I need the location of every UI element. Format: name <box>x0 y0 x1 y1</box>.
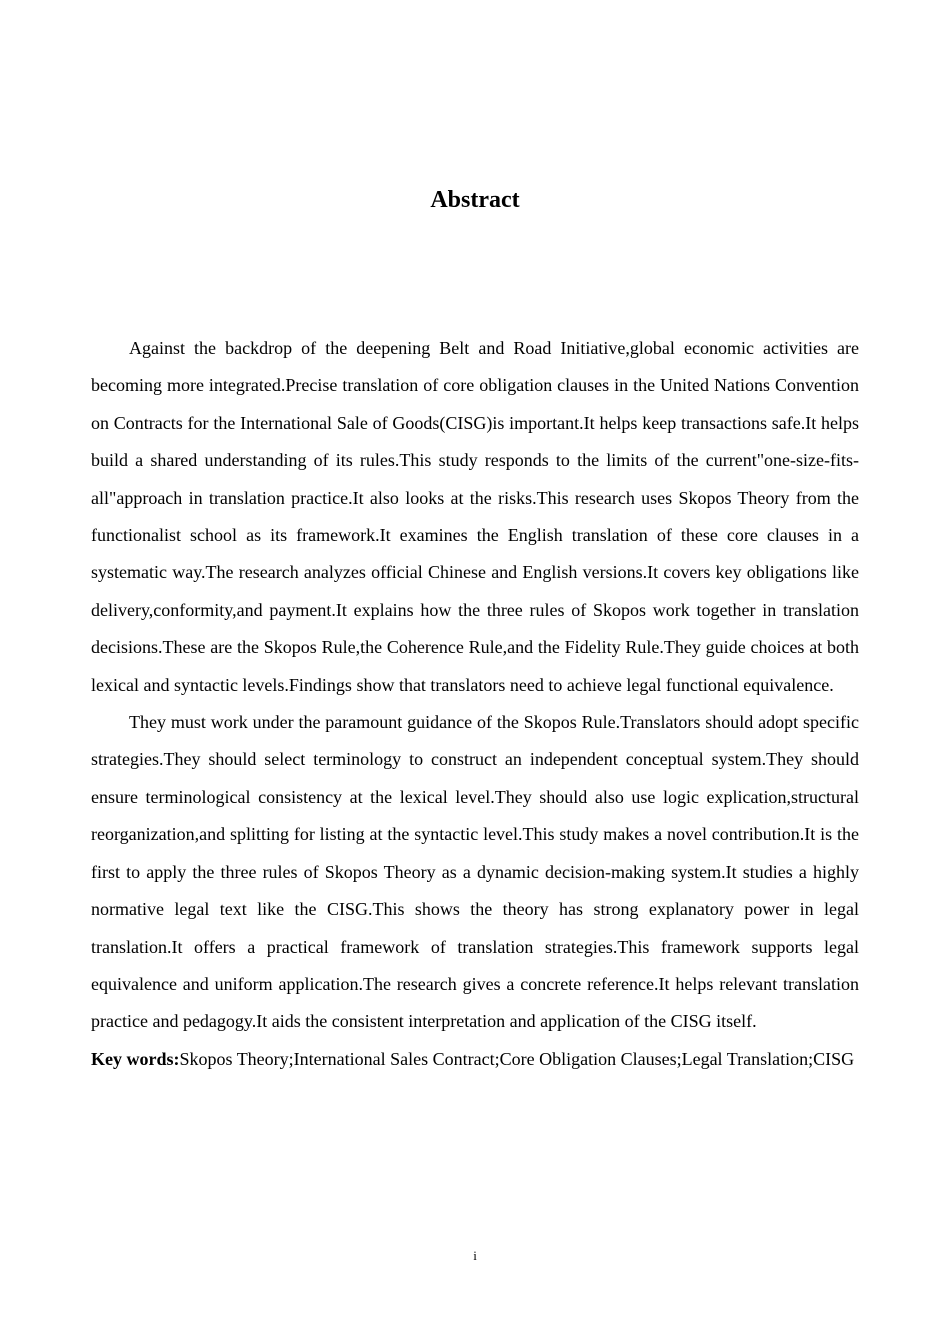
keywords-label: Key words: <box>91 1048 180 1069</box>
abstract-paragraph-1: Against the backdrop of the deepening Belt and Road Initiative,global economic activities are becoming more integrated.Precise translation of core obligation clauses in the United Nations Convention on Contracts for the International Sale of Goods(CISG)is important.It helps keep transactions safe.It helps build a shared understanding of its rules.This study responds to the limits of the current"one-size-fits-all"approach in translation practice.It also looks at the risks.This research uses Skopos Theory from the functionalist school as its framework.It examines the English translation of these core clauses in a systematic way.The research analyzes official Chinese and English versions.It covers key obligations like delivery,conformity,and payment.It explains how the three rules of Skopos work together in translation decisions.These are the Skopos Rule,the Coherence Rule,and the Fidelity Rule.They guide choices at both lexical and syntactic levels.Findings show that translators need to achieve legal functional equivalence. <box>91 338 859 695</box>
page-number: i <box>473 1248 477 1263</box>
abstract-body <box>91 330 859 1078</box>
keywords-line <box>91 1041 859 1078</box>
keywords-text: Skopos Theory;International Sales Contract;Core Obligation Clauses;Legal Translation;CISG <box>179 1048 855 1069</box>
page-title: Abstract <box>430 187 520 213</box>
abstract-paragraph-2: They must work under the paramount guidance of the Skopos Rule.Translators should adopt specific strategies.They should select terminology to construct an independent conceptual system.They should ensure terminological consistency at the lexical level.They should also use logic explication,structural reorganization,and splitting for listing at the syntactic level.This study makes a novel contribution.It is the first to apply the three rules of Skopos Theory as a dynamic decision-making system.It studies a highly normative legal text like the CISG.This shows the theory has strong explanatory power in legal translation.It offers a practical framework of translation strategies.This framework supports legal equivalence and uniform application.The research gives a concrete reference.It helps relevant translation practice and pedagogy.It aids the consistent interpretation and application of the CISG itself. <box>91 712 859 1032</box>
